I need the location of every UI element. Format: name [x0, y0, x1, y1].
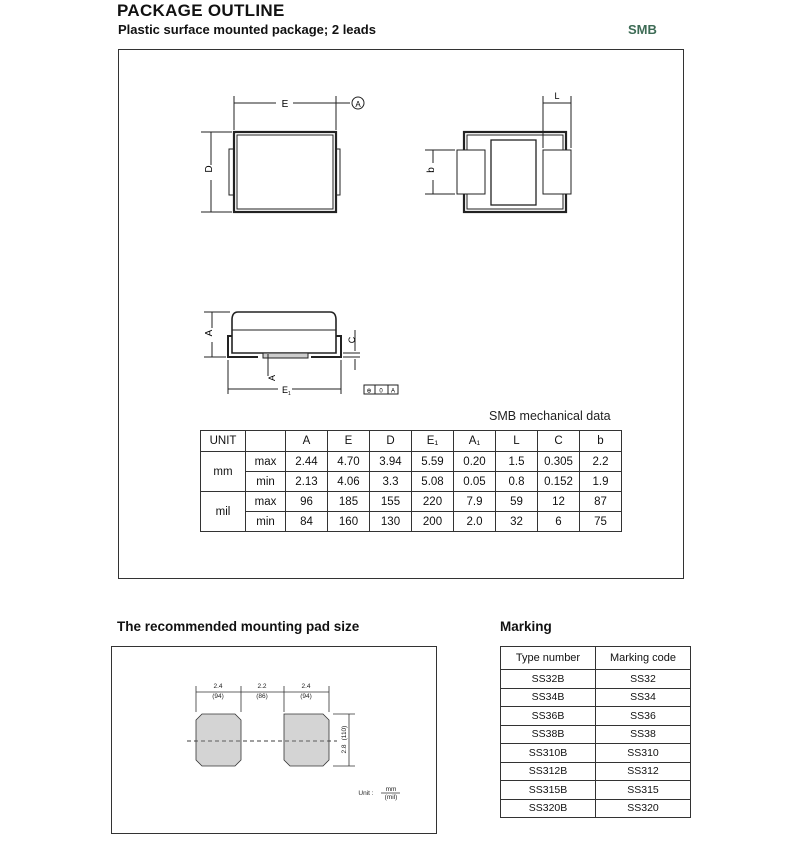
mounting-title: The recommended mounting pad size: [117, 619, 360, 634]
marking-type: SS36B: [501, 707, 596, 726]
mech-cell: 5.59: [412, 452, 454, 472]
dim-A1-label: A: [267, 374, 277, 382]
marking-type: SS34B: [501, 688, 596, 707]
mech-cell: 130: [370, 512, 412, 532]
marking-row: [501, 781, 691, 800]
mech-cell: 200: [412, 512, 454, 532]
mech-header-E1: E₁: [412, 431, 454, 452]
marking-type: SS315B: [501, 781, 596, 800]
mech-cell: 6: [538, 512, 580, 532]
mech-header-unit: UNIT: [201, 431, 246, 452]
tol-symbol: ⊕: [366, 388, 372, 395]
marking-row: [501, 688, 691, 707]
mech-cell: 2.13: [286, 472, 328, 492]
mech-cell: 185: [328, 492, 370, 512]
marking-row: [501, 744, 691, 763]
bottom-view: [425, 96, 571, 212]
mech-row-label: min: [246, 512, 286, 532]
mech-unit-cell: mm: [201, 452, 246, 492]
mech-header-A1: A₁: [454, 431, 496, 452]
mech-row-label: max: [246, 452, 286, 472]
unit-numerator: mm: [385, 786, 397, 793]
mech-cell: 87: [580, 492, 622, 512]
marking-type: SS32B: [501, 670, 596, 689]
mech-cell: 2.2: [580, 452, 622, 472]
marking-title: Marking: [500, 619, 552, 634]
pad-dim-mil: (86): [256, 693, 268, 700]
marking-code: SS320: [596, 799, 691, 818]
mech-row: [201, 512, 622, 532]
dim-L-label: L: [554, 91, 560, 101]
mech-cell: 4.70: [328, 452, 370, 472]
dim-E1-sub: 1: [288, 391, 291, 397]
mechanical-caption: SMB mechanical data: [489, 409, 611, 423]
mechanical-table: [200, 430, 622, 532]
mech-row: [201, 452, 622, 472]
mech-cell: 0.152: [538, 472, 580, 492]
mech-cell: 7.9: [454, 492, 496, 512]
mech-row: [201, 492, 622, 512]
marking-code: SS315: [596, 781, 691, 800]
mech-header-b: b: [580, 431, 622, 452]
mech-header-C: C: [538, 431, 580, 452]
page-title: PACKAGE OUTLINE: [117, 1, 285, 20]
mech-cell: 12: [538, 492, 580, 512]
page-subtitle: Plastic surface mounted package; 2 leads: [118, 22, 376, 37]
mech-cell: 1.9: [580, 472, 622, 492]
mech-header-row: [201, 431, 622, 452]
mech-cell: 0.05: [454, 472, 496, 492]
top-view: [201, 96, 364, 212]
package-code: SMB: [628, 22, 657, 37]
dim-C-label: C: [347, 336, 357, 344]
mech-cell: 220: [412, 492, 454, 512]
pad-dim-mm: 2.2: [257, 683, 267, 690]
tol-value: 0: [379, 388, 383, 395]
marking-type: SS312B: [501, 762, 596, 781]
mech-row-label: min: [246, 472, 286, 492]
mech-cell: 0.20: [454, 452, 496, 472]
marking-row: [501, 762, 691, 781]
mech-row: [201, 472, 622, 492]
marking-table: [500, 646, 691, 818]
marking-code: SS34: [596, 688, 691, 707]
marking-type: SS310B: [501, 744, 596, 763]
mech-cell: 2.0: [454, 512, 496, 532]
unit-denominator: (mil): [384, 794, 398, 801]
marking-code: SS36: [596, 707, 691, 726]
pad-height-mm: 2.8: [341, 744, 348, 754]
mounting-pad-drawing: [111, 646, 437, 834]
marking-code: SS38: [596, 725, 691, 744]
side-view: [204, 312, 398, 394]
dim-D-label: D: [204, 165, 215, 173]
mech-cell: 4.06: [328, 472, 370, 492]
mech-cell: 2.44: [286, 452, 328, 472]
marking-row: [501, 707, 691, 726]
pad-dim-mil: (94): [212, 693, 224, 700]
mech-cell: 155: [370, 492, 412, 512]
pad-dim-mm: 2.4: [213, 683, 223, 690]
mech-cell: 96: [286, 492, 328, 512]
dim-E1-label: E: [282, 385, 289, 395]
mech-cell: 3.3: [370, 472, 412, 492]
pad-dim-mil: (94): [300, 693, 312, 700]
pad-left: [196, 714, 241, 766]
mech-header-A: A: [286, 431, 328, 452]
marking-header-code: Marking code: [596, 647, 691, 670]
mech-cell: 1.5: [496, 452, 538, 472]
marking-row: [501, 670, 691, 689]
mech-cell: 5.08: [412, 472, 454, 492]
mech-header-L: L: [496, 431, 538, 452]
mech-cell: 3.94: [370, 452, 412, 472]
pad-dim-mm: 2.4: [301, 683, 311, 690]
mech-cell: 32: [496, 512, 538, 532]
dim-b-label: b: [426, 167, 437, 173]
marking-row: [501, 725, 691, 744]
mech-cell: 0.8: [496, 472, 538, 492]
dim-E-label: E: [281, 99, 289, 110]
marking-type: SS320B: [501, 799, 596, 818]
mech-cell: 0.305: [538, 452, 580, 472]
marking-code: SS312: [596, 762, 691, 781]
mech-cell: 84: [286, 512, 328, 532]
marking-row: [501, 799, 691, 818]
unit-label: Unit :: [358, 790, 374, 797]
tol-datum: A: [390, 388, 396, 395]
marking-type: SS38B: [501, 725, 596, 744]
pad-height-mil: (110): [341, 725, 348, 741]
mech-unit-cell: mil: [201, 492, 246, 532]
marking-header-row: [501, 647, 691, 670]
mech-header-E: E: [328, 431, 370, 452]
pad-right: [284, 714, 329, 766]
mech-header-D: D: [370, 431, 412, 452]
marking-code: SS310: [596, 744, 691, 763]
marking-header-type: Type number: [501, 647, 596, 670]
mech-row-label: max: [246, 492, 286, 512]
datum-A-label: A: [355, 100, 361, 109]
mech-cell: 59: [496, 492, 538, 512]
mech-cell: 75: [580, 512, 622, 532]
mech-cell: 160: [328, 512, 370, 532]
dim-A-label: A: [204, 329, 215, 337]
mech-header-blank: [246, 431, 286, 452]
marking-code: SS32: [596, 670, 691, 689]
